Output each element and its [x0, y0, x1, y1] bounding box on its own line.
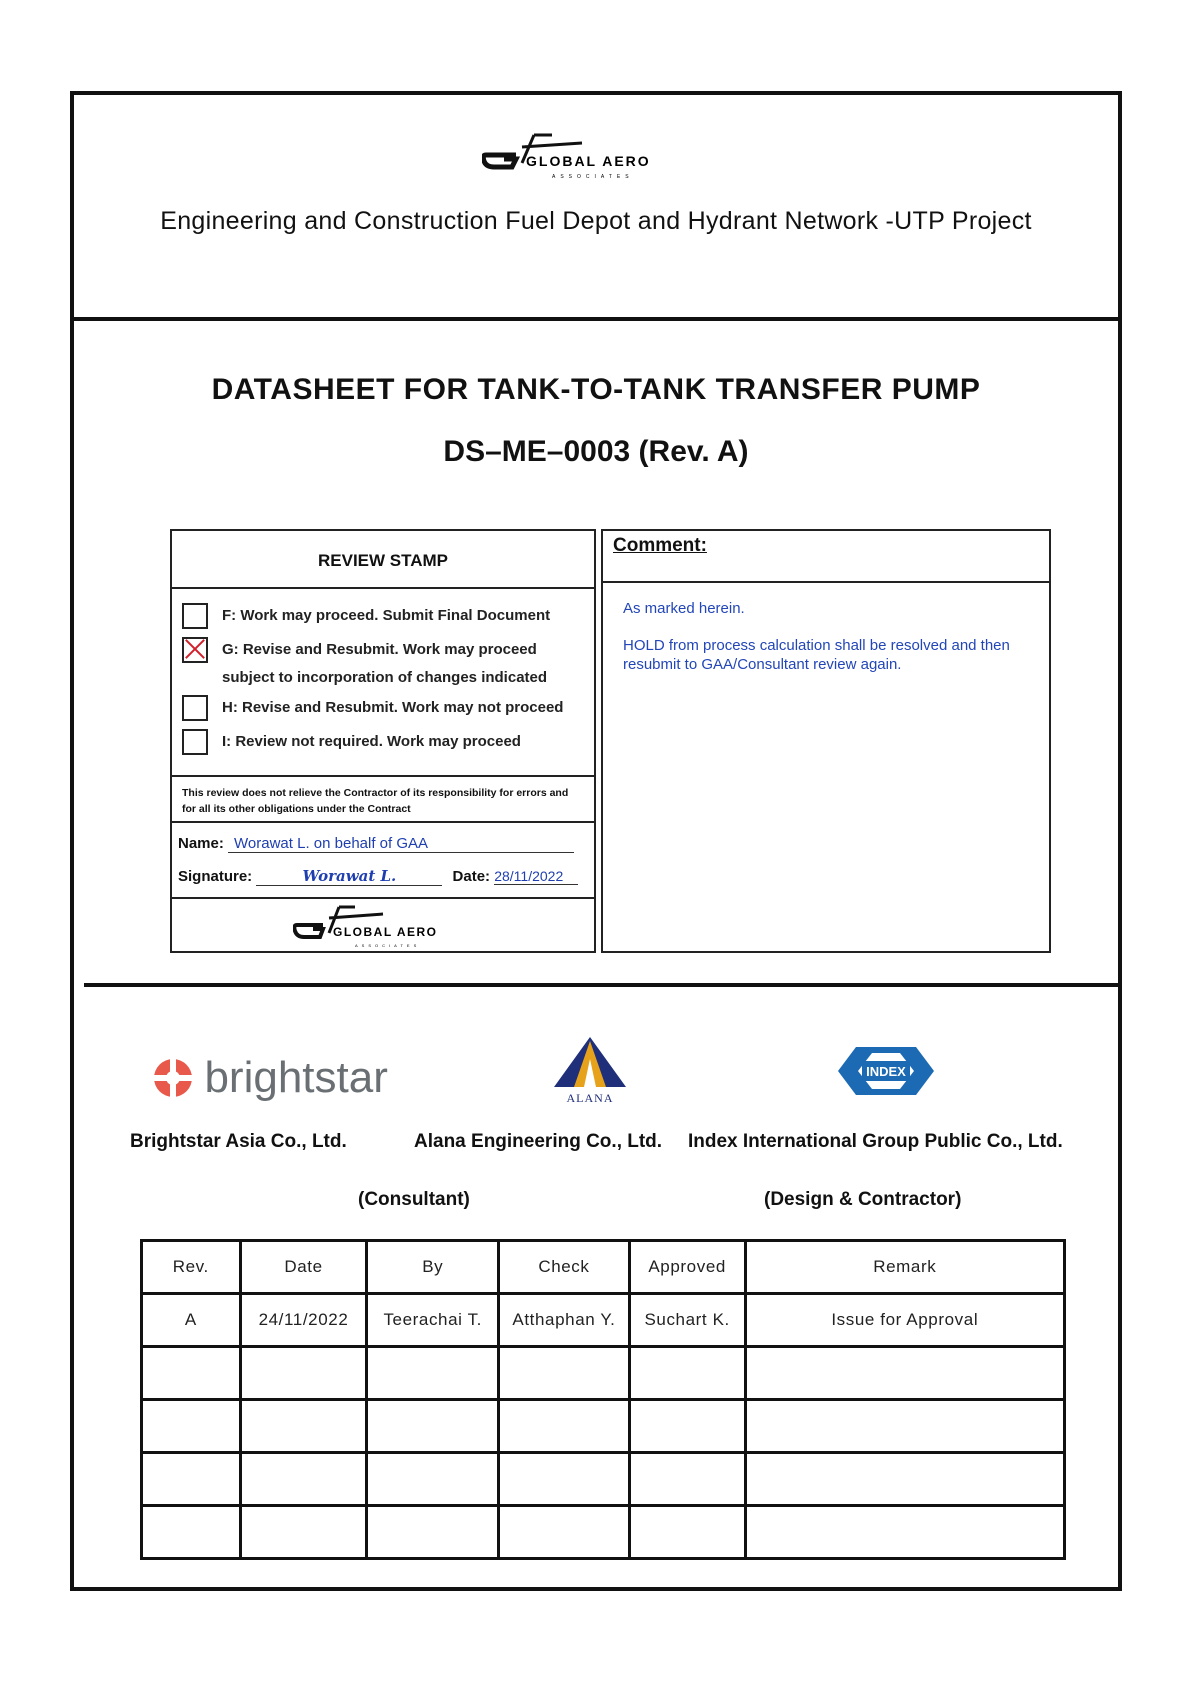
option-f-checkbox[interactable] [182, 603, 208, 629]
table-cell [142, 1347, 241, 1400]
index-logo [836, 1041, 936, 1101]
table-cell [367, 1453, 499, 1506]
svg-text:GLOBAL AERO: GLOBAL AERO [526, 153, 651, 169]
table-cell [745, 1506, 1064, 1559]
brightstar-logo: brightstar [152, 1053, 388, 1103]
svg-text:GLOBAL AERO: GLOBAL AERO [333, 925, 438, 939]
table-cell [367, 1347, 499, 1400]
comment-box [601, 529, 1051, 953]
table-cell [629, 1453, 745, 1506]
table-cell [629, 1506, 745, 1559]
option-f: F: Work may proceed. Submit Final Document [182, 603, 550, 629]
comment-line: HOLD from process calculation shall be resolved and then resubmit to GAA/Consultant review again. [623, 637, 1010, 673]
table-cell [142, 1453, 241, 1506]
svg-text:ASSOCIATES: ASSOCIATES [552, 174, 634, 180]
svg-text:ASSOCIATES: ASSOCIATES [355, 943, 421, 948]
table-cell [367, 1506, 499, 1559]
table-cell [745, 1400, 1064, 1453]
signature-block [172, 823, 594, 899]
header-cell: Rev. [142, 1241, 241, 1294]
table-cell [745, 1347, 1064, 1400]
header-cell: Remark [745, 1241, 1064, 1294]
table-cell: Issue for Approval [745, 1294, 1064, 1347]
header-cell: Approved [629, 1241, 745, 1294]
table-row [142, 1294, 1065, 1347]
table-cell: Teerachai T. [367, 1294, 499, 1347]
comment-line: As marked herein. [623, 600, 745, 617]
table-cell [499, 1506, 630, 1559]
stamp-disclaimer: This review does not relieve the Contractor of its responsibility for errors and for all its other obligations under the Contract [172, 777, 594, 823]
table-cell [629, 1400, 745, 1453]
option-h-checkbox[interactable] [182, 695, 208, 721]
header-cell: By [367, 1241, 499, 1294]
table-cell [499, 1347, 630, 1400]
name-row: Name: Worawat L. on behalf of GAA [178, 835, 574, 853]
header-cell: Check [499, 1241, 630, 1294]
alana-logo [548, 1035, 632, 1105]
option-g: G: Revise and Resubmit. Work may proceed subject to incorporation of changes indicated [182, 637, 547, 686]
revision-table [140, 1239, 1066, 1560]
table-cell: A [142, 1294, 241, 1347]
project-title: Engineering and Construction Fuel Depot and Hydrant Network -UTP Project [160, 207, 1032, 235]
consultant-role: (Consultant) [358, 1189, 470, 1210]
brightstar-mark-icon [152, 1057, 194, 1099]
table-row [142, 1347, 1065, 1400]
brightstar-company-name: Brightstar Asia Co., Ltd. [130, 1131, 347, 1152]
table-cell [142, 1506, 241, 1559]
table-header-row [142, 1241, 1065, 1294]
review-options [172, 589, 594, 777]
option-i: I: Review not required. Work may proceed [182, 729, 521, 755]
document-number: DS–ME–0003 (Rev. A) [443, 435, 749, 468]
date-value: 28/11/2022 [494, 868, 578, 885]
table-cell [499, 1453, 630, 1506]
global-aero-stamp-logo [293, 905, 473, 951]
table-cell: Suchart K. [629, 1294, 745, 1347]
svg-text:ALANA: ALANA [566, 1091, 614, 1105]
table-cell [240, 1347, 367, 1400]
table-cell [240, 1400, 367, 1453]
table-cell [240, 1453, 367, 1506]
table-row [142, 1453, 1065, 1506]
svg-text:INDEX: INDEX [866, 1064, 906, 1079]
table-cell: 24/11/2022 [240, 1294, 367, 1347]
review-stamp [170, 529, 596, 953]
table-cell [367, 1400, 499, 1453]
contractor-role: (Design & Contractor) [764, 1189, 962, 1210]
document-title: DATASHEET FOR TANK-TO-TANK TRANSFER PUMP [211, 373, 981, 406]
name-value: Worawat L. on behalf of GAA [228, 835, 574, 853]
signature-row: Signature: Worawat L. Date: 28/11/2022 [178, 867, 578, 886]
middle-divider [84, 983, 1122, 987]
table-cell [240, 1506, 367, 1559]
index-company-name: Index International Group Public Co., Ltd. [688, 1131, 1063, 1152]
global-aero-logo [482, 133, 732, 181]
review-stamp-heading: REVIEW STAMP [172, 531, 594, 589]
option-h: H: Revise and Resubmit. Work may not proceed [182, 695, 563, 721]
table-row [142, 1400, 1065, 1453]
option-i-checkbox[interactable] [182, 729, 208, 755]
table-cell [499, 1400, 630, 1453]
alana-company-name: Alana Engineering Co., Ltd. [414, 1131, 663, 1152]
table-cell [745, 1453, 1064, 1506]
table-row [142, 1506, 1065, 1559]
comment-body [603, 583, 1049, 708]
header-divider [74, 317, 1122, 321]
table-cell [629, 1347, 745, 1400]
comment-heading: Comment: [603, 531, 1049, 583]
table-cell [142, 1400, 241, 1453]
header-cell: Date [240, 1241, 367, 1294]
option-g-checkbox[interactable] [182, 637, 208, 663]
table-cell: Atthaphan Y. [499, 1294, 630, 1347]
signature-value: Worawat L. [256, 867, 442, 886]
